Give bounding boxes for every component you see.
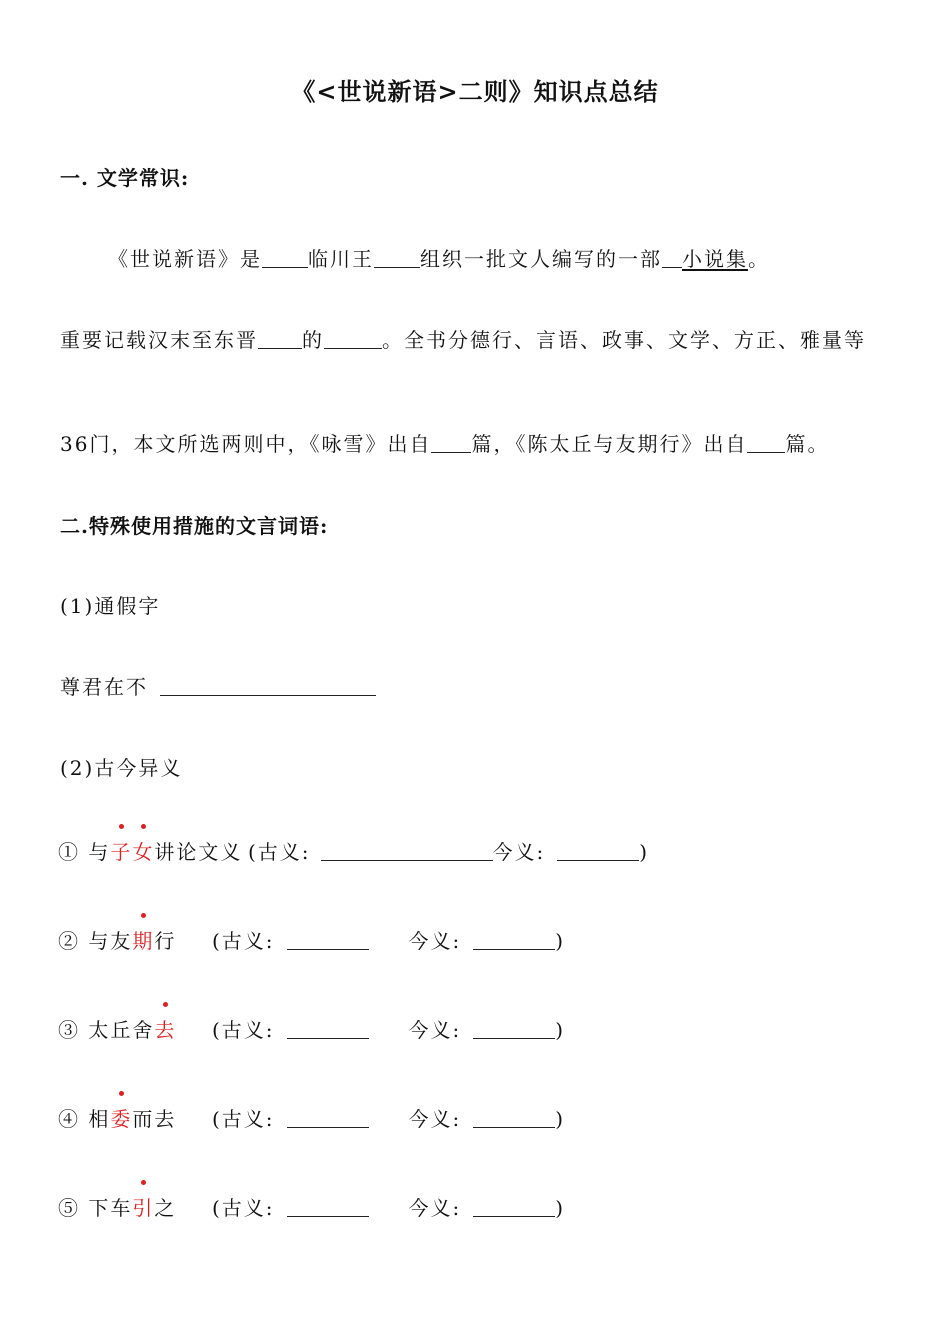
blank-era — [262, 249, 308, 268]
gujin-item-1-answers — [248, 836, 649, 865]
text: 临川王 — [308, 247, 374, 271]
gu-label: (古义: — [212, 1018, 275, 1042]
item-number: ③ — [58, 1018, 80, 1042]
literature-line-1 — [108, 243, 770, 272]
tongjiazi-line — [60, 671, 376, 700]
jin-label: 今义: — [492, 840, 546, 864]
jin-label: 今义: — [408, 929, 462, 953]
subheading-tongjiazi: (1)通假字 — [60, 594, 161, 618]
gujin-item-5-answers — [212, 1192, 565, 1221]
close-paren: ) — [639, 840, 650, 864]
text: 篇，《陈太丘与友期行》出自 — [471, 432, 748, 456]
blank-underline — [662, 249, 682, 268]
key-word-text: 期 — [132, 929, 155, 953]
text: 的 — [302, 328, 324, 352]
gujin-item-4 — [58, 1103, 176, 1132]
item-number: ④ — [58, 1107, 80, 1131]
text: 36门，本文所选两则中，《咏雪》出自 — [60, 432, 432, 456]
item-pre: 与 — [88, 840, 111, 864]
section-heading-vocabulary: 二.特殊使用措施的文言词语: — [60, 514, 329, 538]
key-word-text: 去 — [154, 1018, 177, 1042]
emphasis-dot — [141, 913, 146, 918]
blank-jin — [473, 931, 555, 950]
gujin-item-3-answers — [212, 1014, 565, 1043]
item-number: ⑤ — [58, 1196, 80, 1220]
section-heading-literature: 一. 文学常识: — [60, 166, 190, 190]
literature-line-3 — [60, 428, 829, 457]
gujin-item-5 — [58, 1192, 176, 1221]
gujin-item-2-answers — [212, 925, 565, 954]
blank-gu — [321, 842, 493, 861]
blank-gu — [287, 1109, 369, 1128]
blank-gu — [287, 1020, 369, 1039]
gujin-item-1 — [58, 836, 242, 865]
jin-label: 今义: — [408, 1196, 462, 1220]
key-word — [132, 929, 154, 953]
tongjiazi-phrase: 尊君在不 — [60, 675, 148, 699]
blank-gu — [287, 931, 369, 950]
emphasis-dot — [141, 1180, 146, 1185]
emphasis-dot — [141, 824, 146, 829]
blank-jin — [557, 842, 639, 861]
jin-label: 今义: — [408, 1018, 462, 1042]
answer-genre: 小说集 — [682, 247, 748, 271]
gu-label: (古义: — [212, 1107, 275, 1131]
key-word-text: 委 — [110, 1107, 133, 1131]
blank-chapter-2 — [747, 434, 785, 453]
blank-gu — [287, 1198, 369, 1217]
blank-jin — [473, 1020, 555, 1039]
item-pre: 下车 — [88, 1196, 133, 1220]
gujin-item-3 — [58, 1014, 176, 1043]
gujin-item-2 — [58, 925, 176, 954]
text: 篇。 — [785, 432, 830, 456]
text: 。全书分德行、言语、政事、文学、方正、雅量等 — [382, 328, 866, 352]
blank-tongjiazi — [160, 677, 376, 696]
text: 《世说新语》是 — [108, 247, 262, 271]
blank-jin — [473, 1198, 555, 1217]
text: 。 — [748, 247, 770, 271]
blank-content — [324, 330, 382, 349]
gu-label: (古义: — [212, 929, 275, 953]
close-paren: ) — [555, 1196, 566, 1220]
subheading-gujin: (2)古今异义 — [60, 756, 183, 780]
key-word-text: 引 — [132, 1196, 155, 1220]
close-paren: ) — [555, 1107, 566, 1131]
key-word — [132, 1196, 154, 1220]
item-number: ① — [58, 840, 80, 864]
key-word — [154, 1018, 176, 1042]
page-title: 《<世说新语>二则》知识点总结 — [291, 77, 659, 106]
emphasis-dot — [119, 824, 124, 829]
key-word-text: 子女 — [110, 840, 155, 864]
item-post: 讲论文义 — [154, 840, 243, 864]
item-post: 而去 — [132, 1107, 177, 1131]
gu-label: (古义: — [212, 1196, 275, 1220]
gu-label: (古义: — [248, 840, 311, 864]
close-paren: ) — [555, 1018, 566, 1042]
item-post: 之 — [154, 1196, 177, 1220]
literature-line-2 — [60, 324, 866, 353]
jin-label: 今义: — [408, 1107, 462, 1131]
item-pre: 与友 — [88, 929, 133, 953]
item-pre: 相 — [88, 1107, 111, 1131]
text: 组织一批文人编写的一部 — [420, 247, 662, 271]
blank-jin — [473, 1109, 555, 1128]
item-number: ② — [58, 929, 80, 953]
blank-period — [258, 330, 302, 349]
blank-author — [374, 249, 420, 268]
gujin-item-4-answers — [212, 1103, 565, 1132]
item-pre: 太丘舍 — [88, 1018, 155, 1042]
close-paren: ) — [555, 929, 566, 953]
blank-chapter-1 — [431, 434, 471, 453]
key-word — [110, 1107, 132, 1131]
emphasis-dot — [119, 1091, 124, 1096]
emphasis-dot — [163, 1002, 168, 1007]
item-post: 行 — [154, 929, 177, 953]
text: 重要记载汉末至东晋 — [60, 328, 258, 352]
key-word — [110, 840, 154, 864]
